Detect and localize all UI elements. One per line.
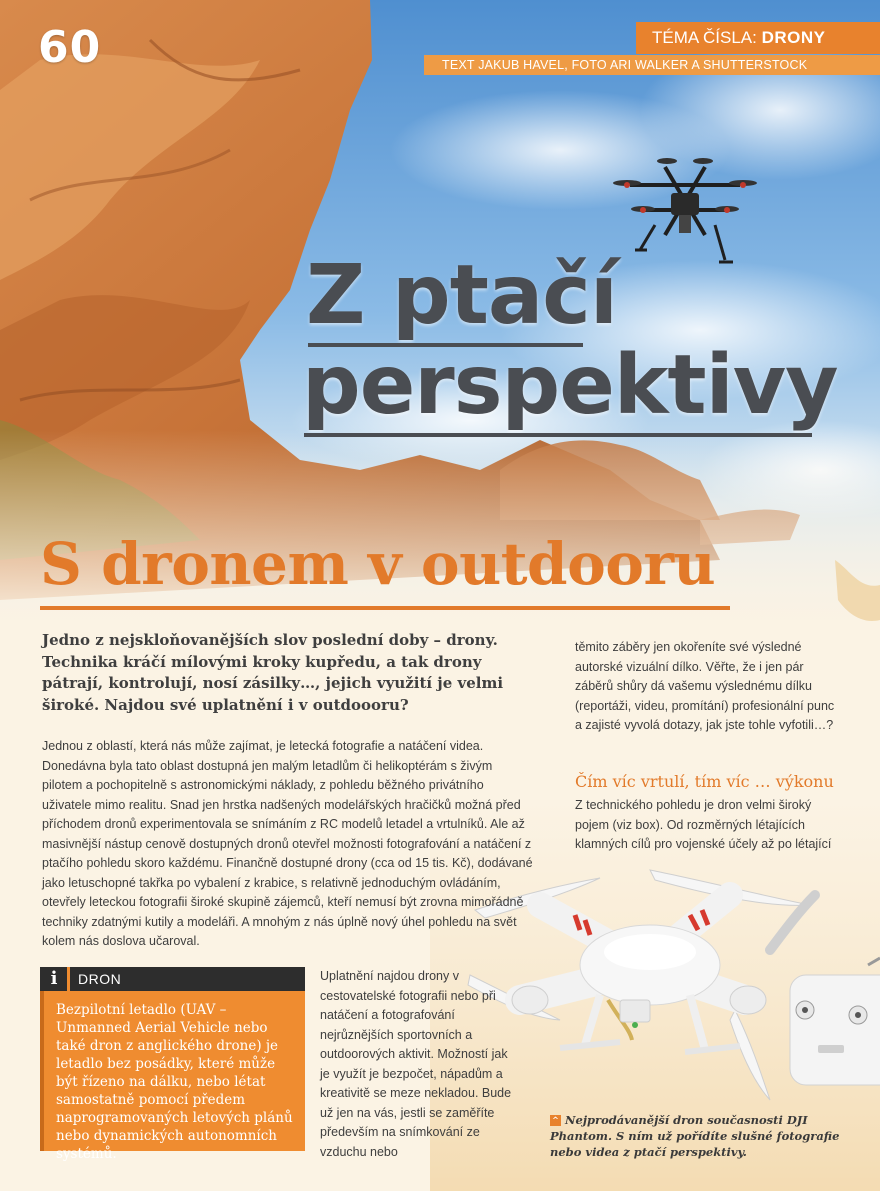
info-icon: i xyxy=(50,968,58,989)
caption-text: Nejprodávanější dron současnosti DJI Phantom. S ním už pořídíte slušné fotografie nebo videa z ptačí perspektivy. xyxy=(550,1113,840,1159)
title-line-1: Z ptačí xyxy=(306,248,617,343)
info-header-separator xyxy=(67,967,70,991)
caption-arrow-icon: ^ xyxy=(550,1115,561,1126)
topic-label: TÉMA ČÍSLA: xyxy=(652,28,757,47)
info-box xyxy=(40,967,305,1162)
info-box-text: Bezpilotní letadlo (UAV – Unmanned Aerial Vehicle nebo také dron z anglického drone) je letadlo bez posádky, které může být řízeno na dálku, nebo létat samostatně pomocí předem naprogramovaných letových plánů nebo dynamických autonomních systémů. xyxy=(56,1002,293,1162)
title-underline xyxy=(304,433,812,437)
perex: Jedno z nejskloňovanějších slov poslední doby – drony. Technika kráčí mílovými kroky kupředu, a tak drony pátrají, kontrolují, nosí zásilky…, jejich využití je velmi široké. Najdou své uplatnění i v outdoooru? xyxy=(42,631,504,714)
topic-tag xyxy=(636,22,880,54)
body-text-main: Jednou z oblastí, která nás může zajímat, je letecká fotografie a natáčení videa. Donedávna byla tato oblast dostupná jen malým letadlům či helikoptérám s živým pilotem a pochopitelně s astronomickými náklady, z pohledu běžného privátního uživatele mimo realitu. Snad jen hrstka nadšených modelářských hračičků možná před příchodem dronů experimentovala se snímáním z RC modelů letadel a vrtulníků. Ale až masivnější nástup cenově dostupných dronů otevřel možnosti fotografování a natáčení z ptačího pohledu skoro každému. Finančně dostupné drony (cca od 15 tis. Kč), dodávané jako letuschopné takřka po vybalení z krabice, s relativně jednoduchým ovládáním, otevřely leteckou fotografii široké skupině zájemců, kteří nemusí být zrovna mimořádně techniky zdatnými kutily a modeláři. A mnohým z nás úplně nový úhel pohledu na svět kolem nás doslova učaroval. xyxy=(42,739,533,948)
title-line-2: perspektivy xyxy=(302,338,838,433)
body-text-right-bottom: Z technického pohledu je dron velmi široký pojem (viz box). Od rozměrných létajících klamných cílů pro vojenské účely až po létající xyxy=(575,798,832,851)
subtitle: S dronem v outdooru xyxy=(40,530,716,598)
body-text-middle: Uplatnění najdou drony v cestovatelské fotografii nebo při natáčení a fotografování nejrůznějších sportovních a outdoorových aktivit. Možností jak je využít je bezpočet, nápadům a kreativitě se meze nekladou. Bude už jen na vás, jestli se zaměříte především na snímkování ze vzduchu nebo xyxy=(320,969,512,1159)
credits-bar: TEXT JAKUB HAVEL, FOTO ARI WALKER A SHUTTERSTOCK xyxy=(424,55,880,75)
info-box-accent-bar xyxy=(40,991,44,1151)
topic-value: DRONY xyxy=(761,28,826,47)
photo-caption xyxy=(550,1112,850,1160)
remote-controller-illustration xyxy=(790,958,880,1085)
section-heading: Čím víc vrtulí, tím víc … výkonu xyxy=(575,772,834,791)
body-text-right-top: těmito záběry jen okořeníte své výsledné autorské vizuální dílko. Věřte, že i jen pár záběrů shůry dá vašemu výslednému dílku (reportáži, videu, promítání) profesionální punc a zajisté vyvolá dotazy, jak jste tohle vyfotili…? xyxy=(575,640,835,732)
page-number: 60 xyxy=(38,22,102,73)
info-box-title: DRON xyxy=(78,971,122,987)
subtitle-rule xyxy=(40,606,730,610)
info-box-header xyxy=(40,967,305,991)
